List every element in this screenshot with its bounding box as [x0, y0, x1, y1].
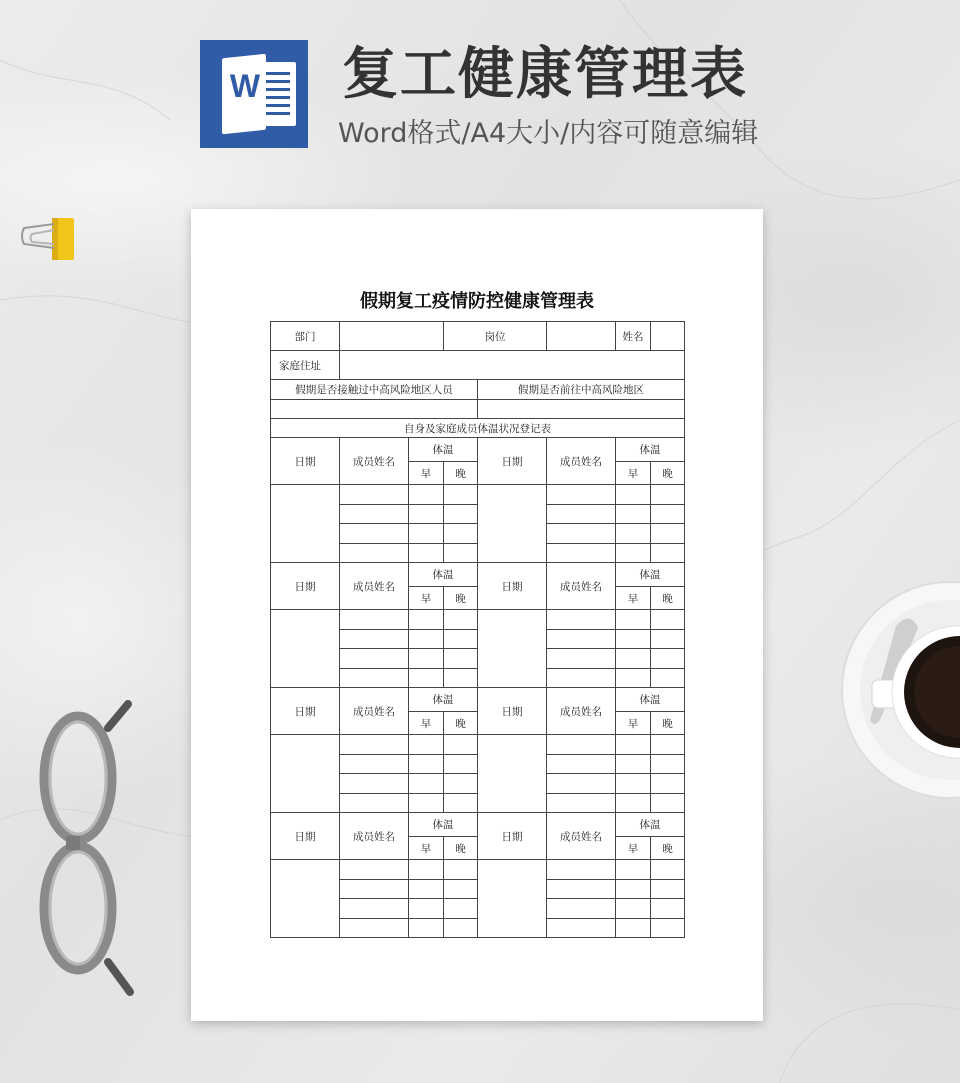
morning-temp-field[interactable]: [409, 610, 444, 630]
evening-temp-field[interactable]: [444, 899, 478, 919]
morning-temp-field[interactable]: [616, 504, 651, 524]
answer-row: [271, 400, 685, 419]
evening-temp-field[interactable]: [651, 899, 685, 919]
date-header: 日期: [478, 688, 547, 735]
morning-temp-field[interactable]: [409, 879, 444, 899]
health-form-table: [270, 321, 685, 938]
evening-temp-field[interactable]: [444, 668, 478, 688]
date-header: 日期: [271, 438, 340, 485]
member-name-field[interactable]: [340, 668, 409, 688]
section-title: 自身及家庭成员体温状况登记表: [271, 419, 685, 438]
morning-temp-field[interactable]: [616, 668, 651, 688]
address-label: 家庭住址: [271, 351, 340, 380]
morning-temp-field[interactable]: [409, 860, 444, 880]
member-name-field[interactable]: [340, 879, 409, 899]
temp-entry-row: [271, 485, 685, 505]
member-name-field[interactable]: [340, 524, 409, 544]
date-header: 日期: [478, 563, 547, 610]
member-name-header: 成员姓名: [547, 438, 616, 485]
morning-temp-field[interactable]: [616, 610, 651, 630]
evening-temp-field[interactable]: [444, 485, 478, 505]
member-name-field[interactable]: [547, 793, 616, 813]
member-name-field[interactable]: [340, 899, 409, 919]
department-label: 部门: [271, 322, 340, 351]
date-field[interactable]: [478, 860, 547, 938]
morning-temp-field[interactable]: [409, 735, 444, 755]
morning-header: 早: [616, 712, 651, 735]
morning-temp-field[interactable]: [616, 754, 651, 774]
contact-answer-field[interactable]: [271, 400, 478, 419]
member-name-field[interactable]: [547, 735, 616, 755]
member-name-header: 成员姓名: [547, 688, 616, 735]
morning-temp-field[interactable]: [409, 524, 444, 544]
morning-header: 早: [409, 462, 444, 485]
morning-temp-field[interactable]: [616, 899, 651, 919]
morning-header: 早: [616, 462, 651, 485]
member-name-field[interactable]: [547, 879, 616, 899]
member-name-field[interactable]: [547, 504, 616, 524]
morning-header: 早: [616, 837, 651, 860]
morning-header: 早: [409, 587, 444, 610]
evening-header: 晚: [444, 712, 478, 735]
morning-temp-field[interactable]: [616, 793, 651, 813]
evening-temp-field[interactable]: [444, 918, 478, 938]
temperature-header: 体温: [616, 563, 685, 587]
temp-entry-row: [271, 860, 685, 880]
temp-entry-row: [271, 610, 685, 630]
member-name-field[interactable]: [547, 774, 616, 794]
member-name-field[interactable]: [547, 485, 616, 505]
date-header: 日期: [271, 813, 340, 860]
evening-temp-field[interactable]: [444, 735, 478, 755]
evening-temp-field[interactable]: [651, 754, 685, 774]
date-header: 日期: [271, 688, 340, 735]
evening-temp-field[interactable]: [444, 774, 478, 794]
evening-temp-field[interactable]: [444, 649, 478, 669]
morning-temp-field[interactable]: [616, 543, 651, 563]
evening-header: 晚: [444, 462, 478, 485]
evening-temp-field[interactable]: [651, 735, 685, 755]
morning-temp-field[interactable]: [409, 754, 444, 774]
member-name-field[interactable]: [340, 543, 409, 563]
morning-temp-field[interactable]: [409, 793, 444, 813]
address-field[interactable]: [340, 351, 685, 380]
date-field[interactable]: [478, 735, 547, 813]
evening-temp-field[interactable]: [651, 543, 685, 563]
temperature-header: 体温: [616, 813, 685, 837]
evening-temp-field[interactable]: [651, 649, 685, 669]
member-name-field[interactable]: [547, 524, 616, 544]
evening-temp-field[interactable]: [444, 754, 478, 774]
evening-temp-field[interactable]: [651, 918, 685, 938]
morning-temp-field[interactable]: [409, 629, 444, 649]
form-body: [271, 322, 685, 938]
morning-temp-field[interactable]: [616, 629, 651, 649]
evening-temp-field[interactable]: [444, 543, 478, 563]
evening-temp-field[interactable]: [444, 793, 478, 813]
member-name-header: 成员姓名: [547, 563, 616, 610]
word-icon: [200, 40, 308, 148]
date-field[interactable]: [271, 860, 340, 938]
morning-header: 早: [409, 837, 444, 860]
evening-header: 晚: [651, 462, 685, 485]
morning-temp-field[interactable]: [616, 485, 651, 505]
info-row: [271, 322, 685, 351]
evening-header: 晚: [651, 587, 685, 610]
evening-temp-field[interactable]: [444, 629, 478, 649]
member-name-field[interactable]: [547, 543, 616, 563]
date-field[interactable]: [478, 485, 547, 563]
member-name-field[interactable]: [340, 860, 409, 880]
position-label: 岗位: [444, 322, 547, 351]
hero-title: 复工健康管理表: [342, 42, 748, 107]
evening-temp-field[interactable]: [651, 860, 685, 880]
member-name-field[interactable]: [547, 860, 616, 880]
member-name-header: 成员姓名: [340, 563, 409, 610]
contact-question: 假期是否接触过中高风险地区人员: [271, 380, 478, 400]
evening-header: 晚: [651, 712, 685, 735]
name-label: 姓名: [616, 322, 651, 351]
morning-temp-field[interactable]: [409, 504, 444, 524]
member-name-header: 成员姓名: [547, 813, 616, 860]
evening-temp-field[interactable]: [651, 793, 685, 813]
morning-temp-field[interactable]: [409, 668, 444, 688]
morning-temp-field[interactable]: [616, 774, 651, 794]
date-field[interactable]: [478, 610, 547, 688]
temperature-header: 体温: [409, 813, 478, 837]
address-row: [271, 351, 685, 380]
evening-temp-field[interactable]: [444, 610, 478, 630]
member-name-field[interactable]: [340, 629, 409, 649]
name-field[interactable]: [651, 322, 685, 351]
member-name-field[interactable]: [340, 774, 409, 794]
temp-block-header-row: [271, 563, 685, 587]
evening-temp-field[interactable]: [651, 668, 685, 688]
morning-temp-field[interactable]: [616, 918, 651, 938]
morning-temp-field[interactable]: [409, 899, 444, 919]
member-name-header: 成员姓名: [340, 688, 409, 735]
member-name-field[interactable]: [340, 754, 409, 774]
temperature-header: 体温: [616, 688, 685, 712]
temperature-header: 体温: [409, 563, 478, 587]
evening-temp-field[interactable]: [651, 629, 685, 649]
evening-temp-field[interactable]: [444, 504, 478, 524]
morning-temp-field[interactable]: [409, 774, 444, 794]
evening-temp-field[interactable]: [651, 524, 685, 544]
morning-temp-field[interactable]: [409, 485, 444, 505]
evening-temp-field[interactable]: [651, 504, 685, 524]
temp-block-header-row: [271, 438, 685, 462]
member-name-field[interactable]: [340, 735, 409, 755]
morning-temp-field[interactable]: [616, 735, 651, 755]
member-name-header: 成员姓名: [340, 813, 409, 860]
member-name-field[interactable]: [340, 649, 409, 669]
member-name-field[interactable]: [547, 668, 616, 688]
date-header: 日期: [478, 438, 547, 485]
evening-header: 晚: [651, 837, 685, 860]
evening-temp-field[interactable]: [444, 879, 478, 899]
member-name-field[interactable]: [547, 899, 616, 919]
member-name-field[interactable]: [340, 793, 409, 813]
member-name-field[interactable]: [340, 485, 409, 505]
morning-temp-field[interactable]: [616, 860, 651, 880]
date-header: 日期: [478, 813, 547, 860]
morning-temp-field[interactable]: [616, 524, 651, 544]
binder-clip-icon: [18, 214, 78, 264]
morning-temp-field[interactable]: [409, 543, 444, 563]
member-name-field[interactable]: [547, 610, 616, 630]
section-title-row: [271, 419, 685, 438]
morning-temp-field[interactable]: [409, 918, 444, 938]
morning-temp-field[interactable]: [409, 649, 444, 669]
temp-block-header-row: [271, 688, 685, 712]
evening-temp-field[interactable]: [651, 610, 685, 630]
member-name-header: 成员姓名: [340, 438, 409, 485]
evening-header: 晚: [444, 837, 478, 860]
department-field[interactable]: [340, 322, 444, 351]
temperature-header: 体温: [409, 688, 478, 712]
travel-question: 假期是否前往中高风险地区: [478, 380, 685, 400]
document-page: [191, 209, 763, 1021]
date-field[interactable]: [271, 735, 340, 813]
evening-temp-field[interactable]: [444, 860, 478, 880]
coffee-cup-icon: [840, 580, 960, 820]
position-field[interactable]: [547, 322, 616, 351]
travel-answer-field[interactable]: [478, 400, 685, 419]
temperature-header: 体温: [616, 438, 685, 462]
evening-header: 晚: [444, 587, 478, 610]
document-title: 假期复工疫情防控健康管理表: [360, 291, 594, 312]
member-name-field[interactable]: [547, 649, 616, 669]
date-header: 日期: [271, 563, 340, 610]
temp-entry-row: [271, 735, 685, 755]
member-name-field[interactable]: [340, 504, 409, 524]
date-field[interactable]: [271, 485, 340, 563]
evening-temp-field[interactable]: [444, 524, 478, 544]
word-letter: W: [229, 68, 259, 104]
member-name-field[interactable]: [547, 754, 616, 774]
temp-block-header-row: [271, 813, 685, 837]
morning-header: 早: [409, 712, 444, 735]
member-name-field[interactable]: [547, 918, 616, 938]
evening-temp-field[interactable]: [651, 879, 685, 899]
hero-subtitle: Word格式/A4大小/内容可随意编辑: [338, 118, 759, 149]
temperature-header: 体温: [409, 438, 478, 462]
morning-temp-field[interactable]: [616, 649, 651, 669]
morning-header: 早: [616, 587, 651, 610]
member-name-field[interactable]: [340, 918, 409, 938]
member-name-field[interactable]: [547, 629, 616, 649]
evening-temp-field[interactable]: [651, 774, 685, 794]
date-field[interactable]: [271, 610, 340, 688]
member-name-field[interactable]: [340, 610, 409, 630]
eyeglasses-icon: [30, 700, 140, 1000]
question-row: [271, 380, 685, 400]
evening-temp-field[interactable]: [651, 485, 685, 505]
morning-temp-field[interactable]: [616, 879, 651, 899]
